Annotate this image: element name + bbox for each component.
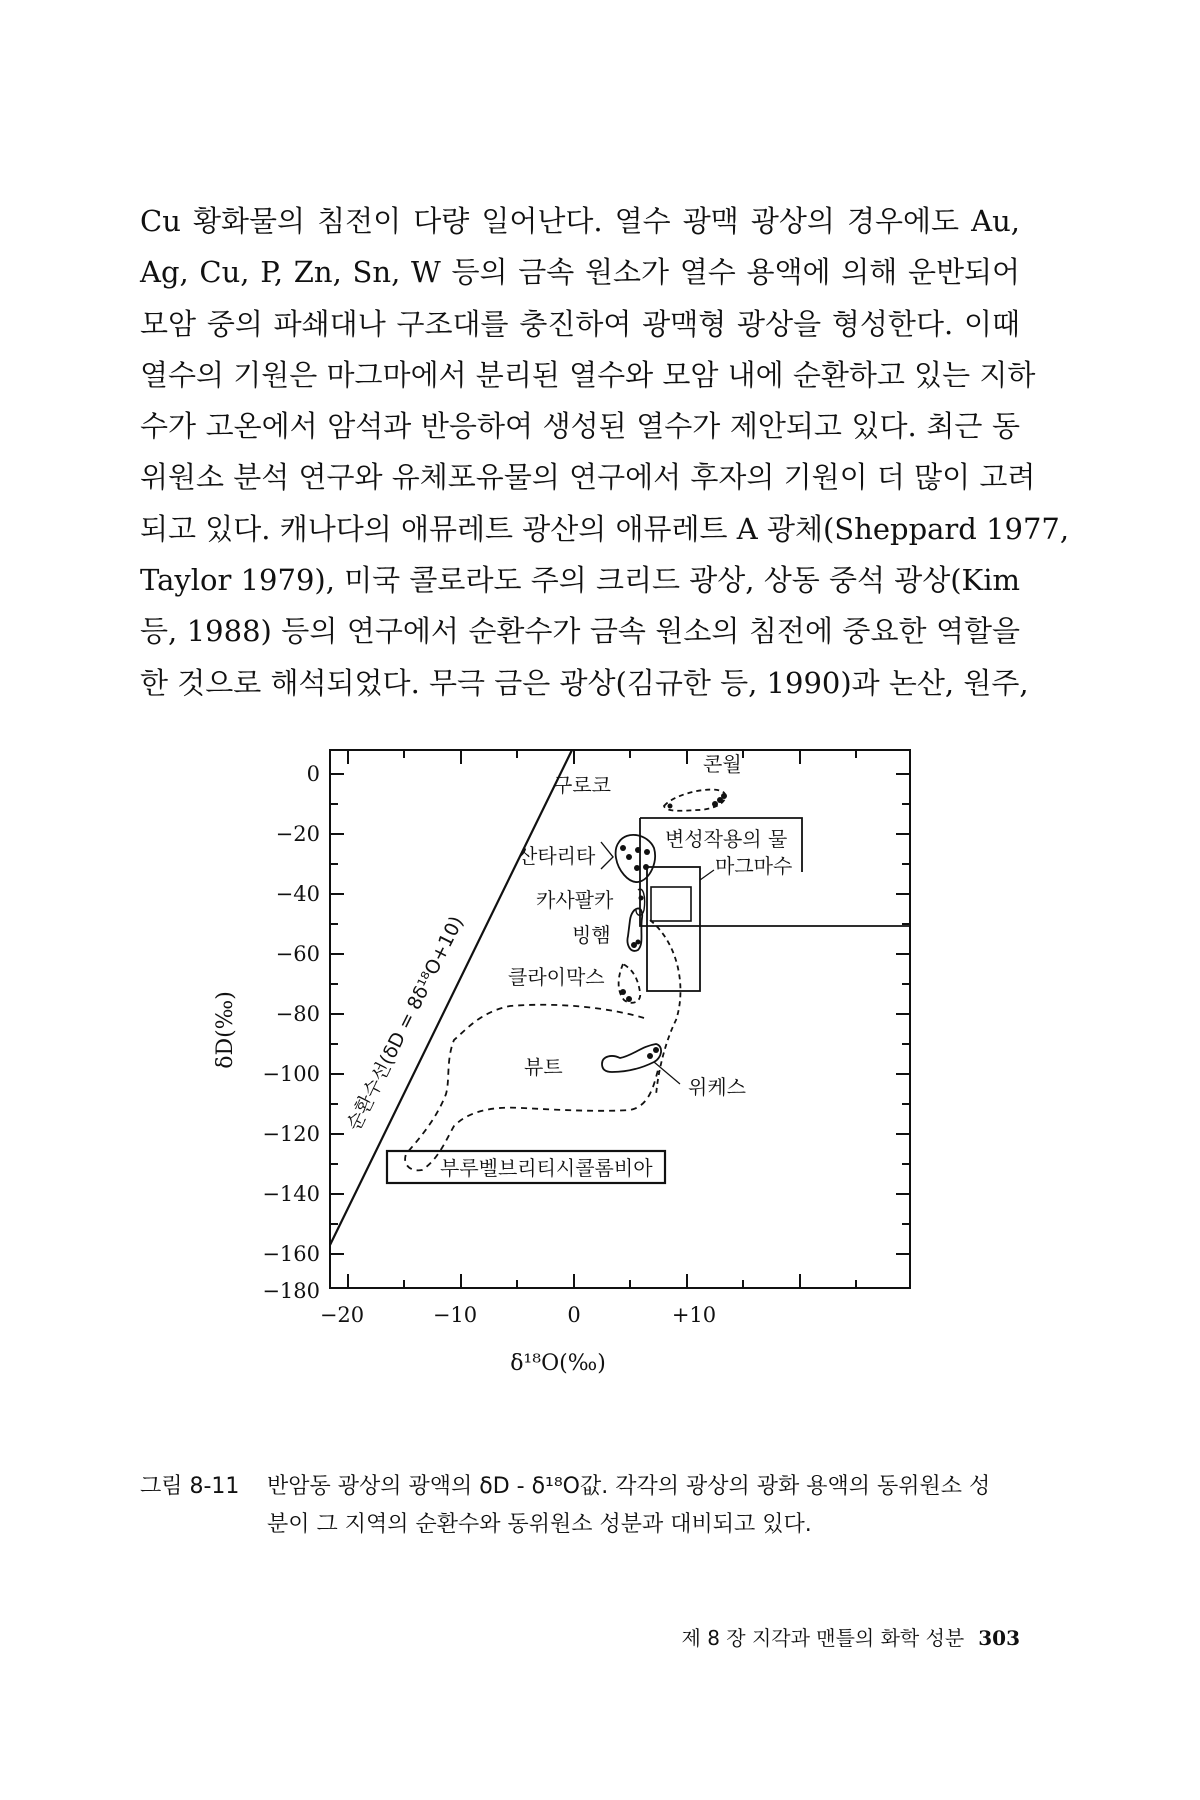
x-tick-label: −20 — [319, 1303, 365, 1327]
data-point — [620, 845, 626, 851]
data-point — [639, 896, 644, 901]
body-line: 수가 고온에서 암석과 반응하여 생성된 열수가 제안되고 있다. 최근 동 — [140, 409, 1020, 444]
data-point — [668, 804, 673, 809]
cornwall-field — [664, 790, 725, 811]
y-tick-label: −100 — [262, 1062, 320, 1086]
data-point — [653, 1047, 659, 1053]
cornwall-label: 콘월 — [703, 752, 742, 776]
page-footer — [682, 1622, 1020, 1651]
guroko-label: 구로코 — [553, 773, 611, 797]
casapalca-label: 카사팔카 — [536, 888, 614, 912]
magmatic-water-inner-box — [651, 887, 691, 921]
bingham-label: 빙햄 — [572, 923, 611, 947]
x-tick-label: 0 — [567, 1303, 581, 1327]
x-axis-title: δ¹⁸O(‰) — [510, 1351, 606, 1376]
data-point — [634, 865, 640, 871]
body-line: 위원소 분석 연구와 유체포유물의 연구에서 후자의 기원이 더 많이 고려 — [140, 460, 1036, 495]
metamorphic-water-label: 변성작용의 물 — [665, 827, 788, 851]
caption-text: 반암동 광상의 광액의 δD - δ¹⁸O값. 각각의 광상의 광화 용액의 동위원소 성분이 그 지역의 순환수와 동위원소 성분과 대비되고 있다. — [267, 1474, 991, 1537]
body-paragraph — [140, 196, 1070, 709]
meteoric-line-label: 순환수선(δD = 8δ¹⁸O+10) — [342, 912, 469, 1135]
magmatic-water-box — [647, 867, 700, 991]
climax-label: 클라이막스 — [508, 965, 605, 989]
data-point — [643, 864, 649, 870]
figure-svg — [210, 740, 930, 1430]
y-tick-label: −120 — [262, 1122, 320, 1146]
page-number: 303 — [978, 1626, 1020, 1650]
data-point — [647, 1053, 653, 1059]
body-line: Taylor 1979), 미국 콜로라도 주의 크리드 광상, 상동 중석 광상(Kim — [140, 563, 1020, 598]
data-point — [644, 849, 650, 855]
data-point — [635, 847, 641, 853]
body-line: Cu 황화물의 침전이 다량 일어난다. 열수 광맥 광상의 경우에도 Au, — [140, 204, 1020, 238]
caption-number: 그림 8-11 — [140, 1474, 240, 1499]
santarita-field — [616, 835, 655, 882]
y-axis-title: δD(‰) — [213, 991, 238, 1069]
magmatic-leader — [700, 870, 714, 880]
magmatic-water-label: 마그마수 — [715, 854, 793, 878]
isotope-figure — [210, 740, 930, 1430]
data-point — [712, 801, 718, 807]
data-point — [626, 854, 632, 860]
butte-label: 뷰트 — [524, 1055, 563, 1079]
y-tick-label: 0 — [306, 762, 320, 786]
data-point — [626, 996, 632, 1002]
y-tick-label: −160 — [262, 1242, 320, 1266]
wickes-label: 위케스 — [688, 1075, 746, 1099]
body-line: 모암 중의 파쇄대나 구조대를 충진하여 광맥형 광상을 형성한다. 이때 — [140, 306, 1020, 341]
body-line: 열수의 기원은 마그마에서 분리된 열수와 모암 내에 순환하고 있는 지하 — [140, 357, 1036, 392]
wickes-field — [650, 920, 680, 1096]
body-line: Ag, Cu, P, Zn, Sn, W 등의 금속 원소가 열수 용액에 의해 운반되어 — [140, 255, 1020, 290]
boulder-bc-label: 부루벨브리티시콜롬비아 — [440, 1156, 653, 1180]
data-point — [721, 793, 727, 799]
data-point — [636, 940, 641, 945]
x-tick-label: +10 — [671, 1303, 717, 1327]
santarita-label: 산타리타 — [518, 844, 596, 868]
chapter-title: 제 8 장 지각과 맨틀의 화학 성분 — [681, 1626, 965, 1650]
body-line: 등, 1988) 등의 연구에서 순환수가 금속 원소의 침전에 중요한 역할을 — [140, 614, 1020, 649]
santarita-bracket — [601, 842, 613, 869]
hydrothermal-envelope — [405, 1005, 658, 1171]
y-tick-label: −140 — [262, 1182, 320, 1206]
body-line: 되고 있다. 캐나다의 애뮤레트 광산의 애뮤레트 A 광체(Sheppard 1977, — [140, 511, 1070, 546]
y-tick-label: −180 — [262, 1279, 320, 1303]
y-tick-label: −80 — [275, 1002, 320, 1026]
body-line: 한 것으로 해석되었다. 무극 금은 광상(김규한 등, 1990)과 논산, 원주, — [140, 665, 1029, 700]
x-tick-label: −10 — [432, 1303, 478, 1327]
y-tick-label: −20 — [275, 822, 320, 846]
y-tick-label: −60 — [275, 942, 320, 966]
y-tick-label: −40 — [275, 882, 320, 906]
data-point — [620, 989, 626, 995]
